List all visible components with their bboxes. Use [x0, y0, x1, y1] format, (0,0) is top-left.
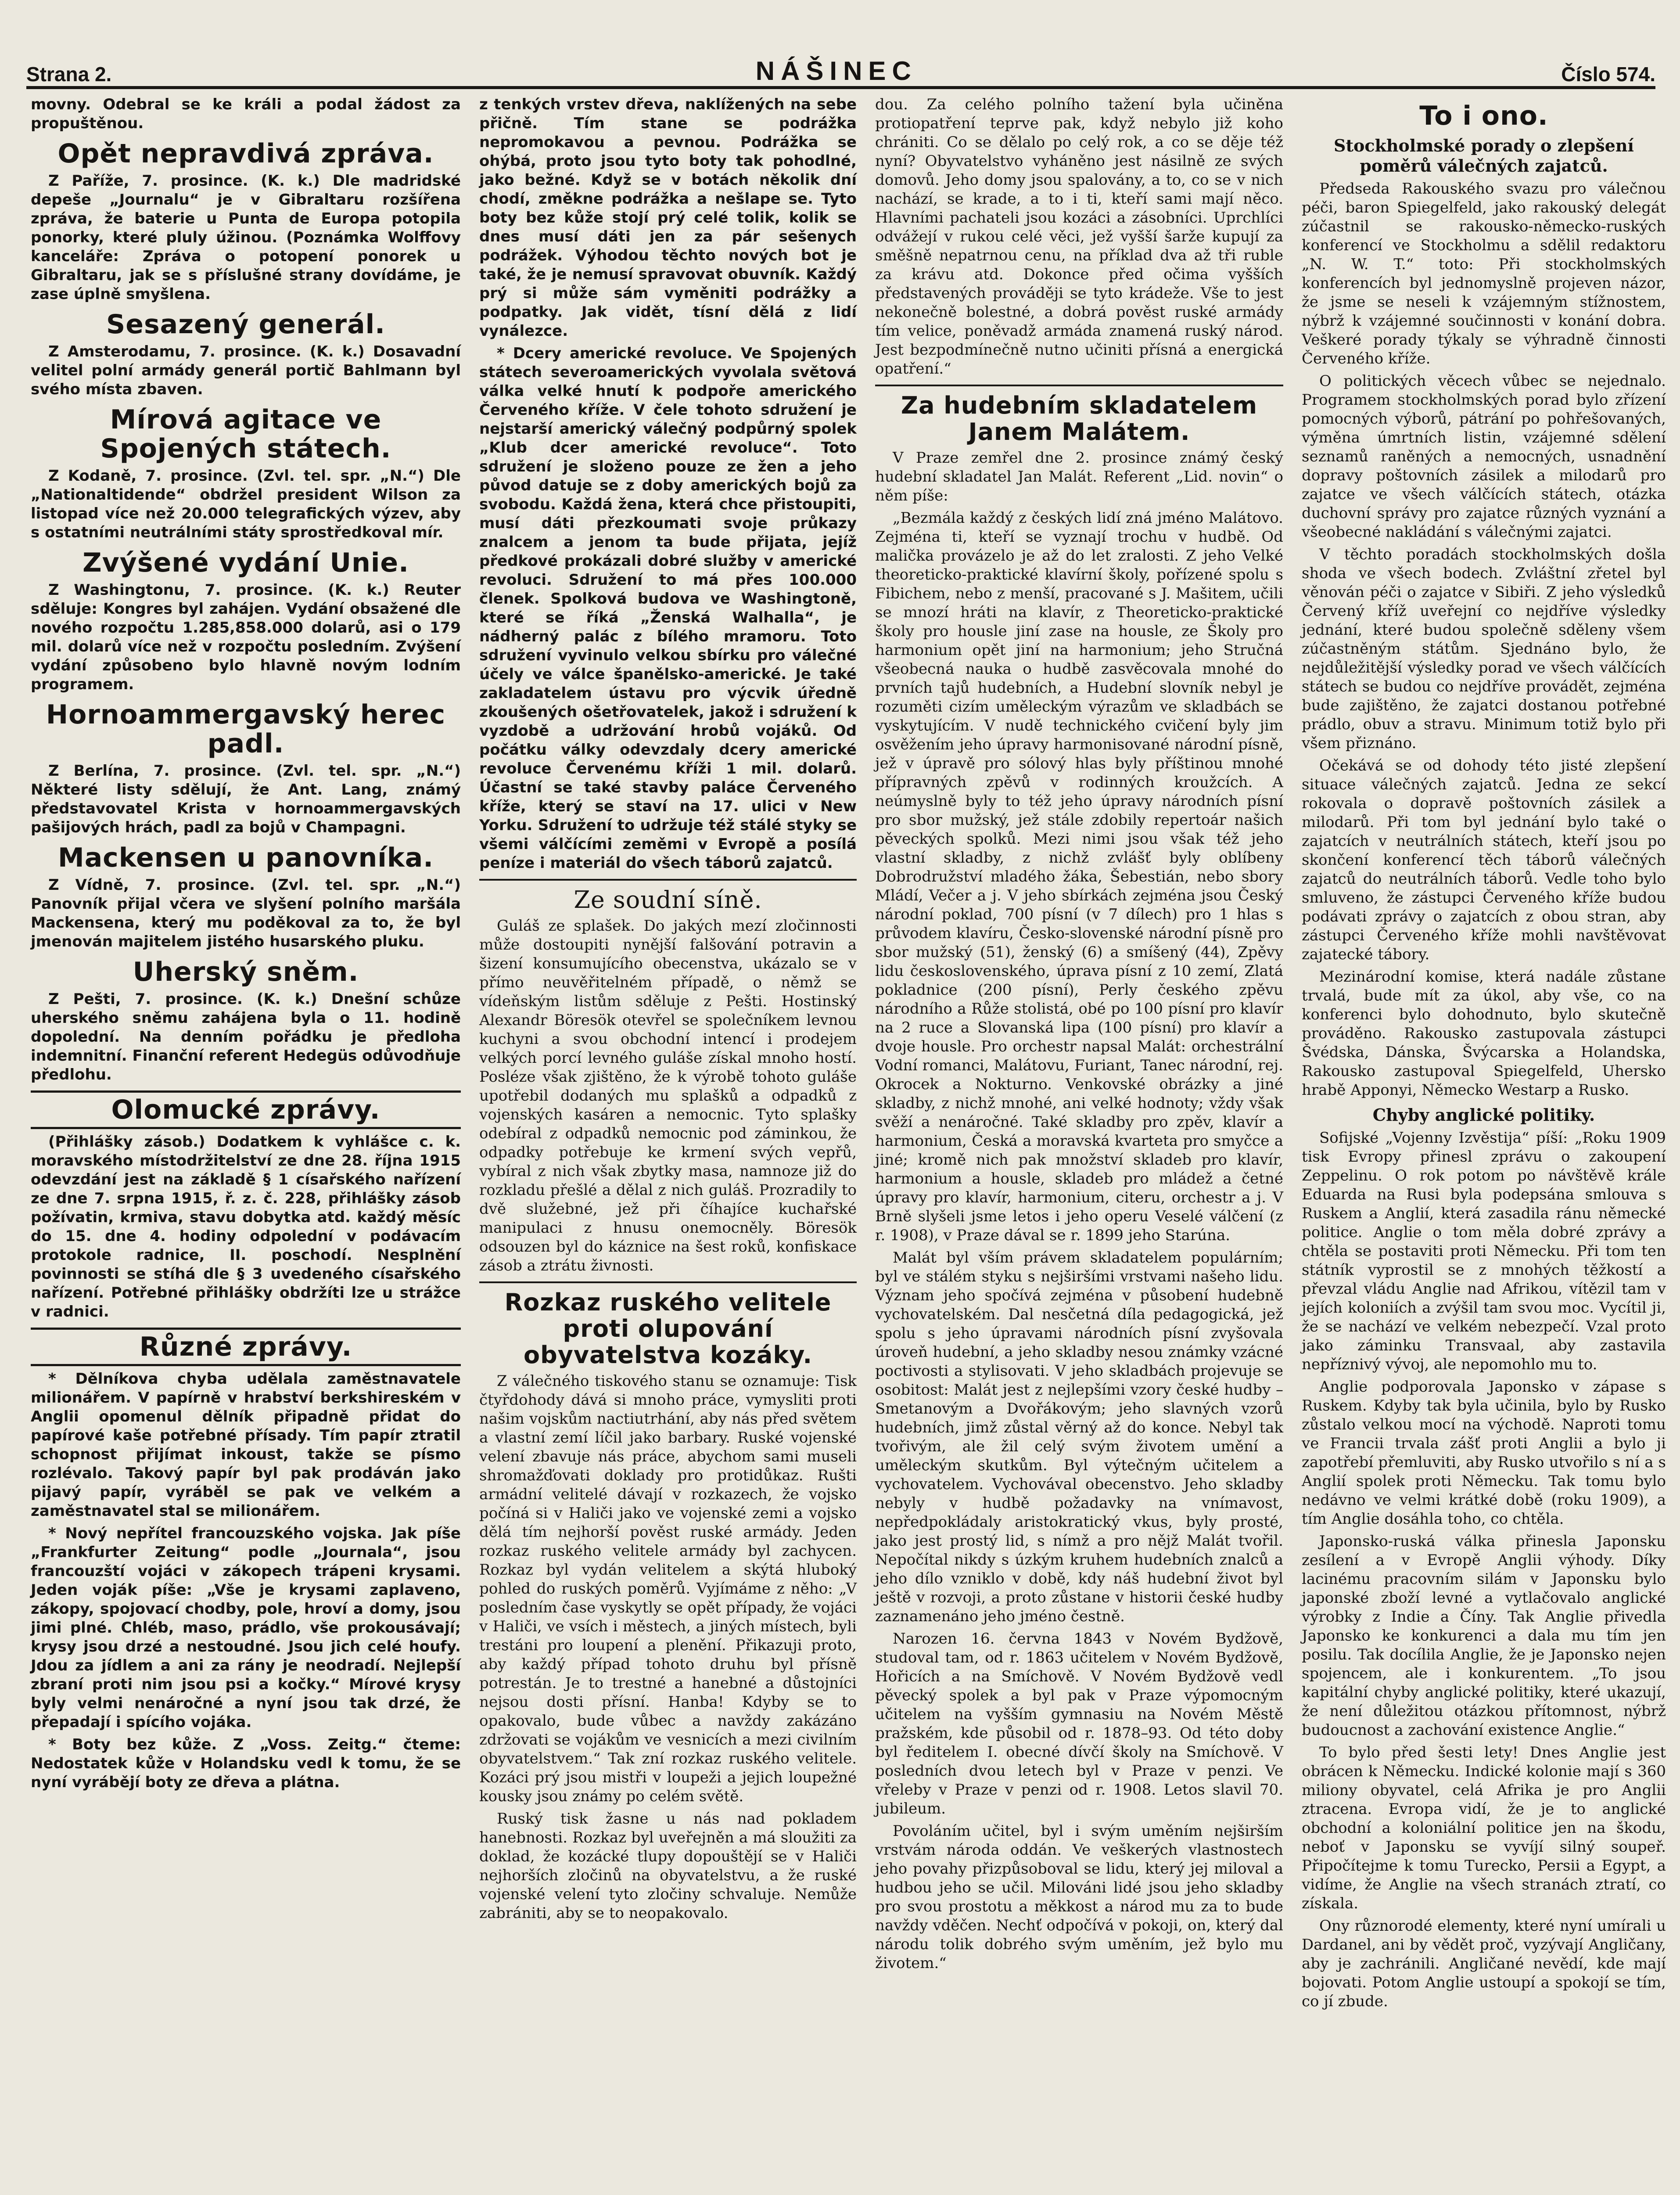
page-label: Strana 2. — [26, 63, 112, 86]
column-4 — [1297, 95, 1670, 2195]
article-text: Z Vídně, 7. prosince. (Zvl. tel. spr. „N.“) Panovník přijal včera ve slyšení polního maršála Mackensena, který mu poděkoval za to, že byl jmenován majitelem jistého husarského pluku. — [31, 876, 461, 950]
article-text: Očekává se od dohody této jisté zlepšení situace válečných zajatců. Jedna ze sekcí rokovala o dopravě poštovních zásilek a milodarů. Při tom byl jednání bylo také o zajatcích v neutrálních státech, kteří jsou po skončení konferencí těch táborů válečných zajatců do neutrálních táborů. Vedle toho bylo smluveno, že zástupci Červeného kříže budou podávati zprávy o zajatcích z obou stran, aby zástupci Červeného kříže mohli navštěvovat zajatecké tábory. — [1302, 757, 1666, 963]
article-text: Japonsko-ruská válka přinesla Japonsku zesílení a v Evropě Anglii výhody. Díky lacinému pracovním silám v Japonsku bylo japonské zboží levné a vytlačovalo anglické výrobky z Indie a Číny. Tak Anglie přivedla Japonsko ke konkurenci a dala mu tím jen posilu. Tak docílila Anglie, že je Japonsko nejen spojencem, ale i konkurentem. „To jsou kapitální chyby anglické politiky, které ukazují, že není důležitou otázkou přítomnost, nýbrž budoucnost a zachování existence Anglie.“ — [1302, 1533, 1666, 1739]
headline-ruzne-zpravy: Různé zprávy. — [31, 1328, 461, 1366]
column-3 — [871, 95, 1288, 2195]
article-text: Anglie podporovala Japonsko v zápase s Ruskem. Kdyby tak byla učinila, bylo by Rusko zůstalo velkou mocí na východě. Naproti tomu ve Francii trvala zášť proti Anglii a bylo ji zapotřebí přemluviti, aby Rusko utvořilo s ní a s Anglií spolek proti Německu. Tak tomu bylo nedávno ve velmi krátké době (roku 1909), a tím Anglie dosáhla toho, co chtěla. — [1302, 1378, 1666, 1528]
article-text: V Praze zemřel dne 2. prosince známý český hudební skladatel Jan Malát. Referent „Lid. novin“ o něm píše: — [875, 449, 1283, 504]
article-text: Povoláním učitel, byl i svým uměním nejširším vrstvám národa oddán. Ve veškerých vlastnostech jeho povahy přizpůsoboval se lidu, který jej miloval a hudbou jeho se učil. Milováni lidé jsou jeho skladby pro svou prostotu a měkkost a národ mu za to bude navždy vděčen. Nechť odpočívá v pokoji, on, který dal národu tolik dobrého svým uměním, jež bylo mu životem.“ — [875, 1822, 1283, 1972]
headline-jan-malat: Za hudebním skladatelem Janem Malátem. — [901, 392, 1258, 446]
article-text: * Dělníkova chyba udělala zaměstnavatele milionářem. V papírně v hrabství berkshireském v Anglii opomenul dělník připadně přidat do papírové kaše potřebné přísady. Tím papír ztratil schopnost přijímat inkoust, takže se písmo rozlévalo. Takový papír byl pak prodáván jako pijavý papír, vyráběl se pak ve velkém a zaměstnavatel stal se milionářem. — [31, 1370, 461, 1520]
article-text: Z Paříže, 7. prosince. (K. k.) Dle madridské depeše „Journalu“ je v Gibraltaru rozšířena zpráva, že baterie u Punta de Europa potopila ponorky, které pluly úžinou. (Poznámka Wolffovy kanceláře: Zpráva o potopení ponorek u Gibraltaru, jak se s příslušné strany dovídáme, je zase úplně smyšlena. — [31, 172, 461, 303]
subheadline-stockholmske-porady: Stockholmské porady o zlepšení poměrů válečných zajatců. — [1334, 136, 1634, 176]
headline-uhersky-snem: Uherský sněm. — [133, 957, 359, 987]
headline-sesazeny-general: Sesazený generál. — [106, 309, 385, 340]
article-text: „Bezmála každý z českých lidí zná jméno Malátovo. Zejména ti, kteří se vyznají trochu v hudbě. Od malička provázelo je až do let zralosti. Z jeho Velké theoreticko-praktické klavírní školy, pořízené spolu s Fibichem, nebo z menší, pracované s J. Mašitem, učili se mnozí hráti na klavír, z Theoreticko-praktické školy pro housle jiní zase na housle, ze Školy pro harmonium opět jiní na harmonium; jeho Stručná všeobecná nauka o hudbě zasvěcovala mnohé do prvních tajů hudebních, a Hudební slovník nebyl je rozuměti cizím uměleckým výrazům ve skladbách se vyskytujícím. V nudě technického cvičení byly jim osvěžením jeho úpravy harmonisované národní písně, jež v úpravě pro sólový hlas byly příštinou mnohé přípravných zpěvů v rodinných kroužcích. A neúmyslně byly to též jeho úpravy národních písní pro sbor mužský, jež stále zdobily repertoár našich pěveckých spolků. Mezi nimi jsou však též jeho vlastní skladby, z nichž zvlášť byly oblíbeny Dobrodružství mladého žáka, Šebestián, nebo sbory Mládí, Večer a j. V jeho sbírkách zejména jsou Český národní poklad, 700 písní (v 7 dílech) pro 1 hlas s průvodem klavíru, Česko-slovenské národní písně pro sbor mužský (51), ženský (6) a smíšený (44), Zpěvy lidu československého, úprava písní z 10 zemí, Zlatá pokladnice (200 písní), Perly českého zpěvu národního a Růže stolistá, obé po 100 písní pro klavír na 2 ruce a Slovanská lipa (100 písní) pro klavír a dvoje housle. Pro orchestr napsal Malát: orchestrální Vodní romanci, Malátovu, Furiant, Tanec národní, rej. Okrocek a Nokturno. Venkovské obrázky a jiné skladby, z nichž mnohé, ani velké hodnoty; vždy však svěží a nenáročné. Také skladby pro zpěv, klavír a harmonium, Česká a moravská kvarteta pro smyčce a jiné; kromě nich pak množství skladeb pro klavír, harmonium a housle, skladeb pro mládež a četné úpravy pro klavír, harmonium, citeru, orchestr a j. V Brně slyšeli jsme letos i jeho operu Veselé válčení (z r. 1908), v Praze dával se r. 1899 jeho Starúna. — [875, 509, 1283, 1244]
column-2 — [475, 95, 861, 2195]
running-head — [26, 11, 1655, 89]
article-text: Z Washingtonu, 7. prosince. (K. k.) Reuter sděluje: Kongres byl zahájen. Vydání obsažené dle nového rozpočtu 1.285,858.000 dolarů, asi o 179 mil. dolarů více než v rozpočtu posledním. Zvýšení vydání způsobeno bylo hlavně novým lodním programem. — [31, 581, 461, 693]
article-text: O politických věcech vůbec se nejednalo. Programem stockholmských porad bylo zřízení pomocných výborů, pátrání po pohřešovaných, výměna úmrtních listin, vzájemné sdělení seznamů raněných a nemocných, usnadnění dopravy poštovních zásilek a milodarů pro zajatce ve všech válčících státech, otázka duchovní správy pro zajatce různých vyznání a všeobecné nakládání s válečnými zajatci. — [1302, 372, 1666, 541]
article-text: dou. Za celého polního tažení byla učiněna protiopatření teprve pak, když nebylo již koho chrániti. Co se dělalo po celý rok, a co se děje též nyní? Obyvatelstvo vyháněno jest násilně ze svých domovů. Jeho domy jsou spalovány, a to, co se v nich nachází, se krade, a to i ti, kteří sami mají něco. Hlavními pachateli jsou kozáci a zásobníci. Uprchlíci odvážejí v rukou celé věci, jež vyšší šarže kupují za směšně nepatrnou cenu, na příklad dva až tři ruble za krávu atd. Dokonce před očima vyšších představených prováději se tyto krádeže. Vše to jest nekonečně bolestné, a dobrá pověst ruské armády tím velice, poněvadž armáda znamená ruský národ. Jest bezpodmínečně nutno učiniti přísná a energická opatření.“ — [875, 96, 1283, 378]
article-text: Narozen 16. června 1843 v Novém Bydžově, studoval tam, od r. 1863 učitelem v Novém Bydžově, Hořicích a na Smíchově. V Novém Bydžově vedl pěvecký spolek a byl pak v Praze výpomocným učitelem na vyšším gymnasiu na Novém Městě pražském, kde působil od r. 1878–93. Od této doby byl ředitelem I. obecné dívčí školy na Smíchově. V posledních dvou letech byl v Praze v penzi. Ve vřeleby v Praze v penzi od r. 1908. Letos slavil 70. jubileum. — [875, 1630, 1283, 1817]
headline-hornoammergavsky-herec: Hornoammergavský herec padl. — [46, 699, 446, 759]
article-text: * Nový nepřítel francouzského vojska. Jak píše „Frankfurter Zeitung“ podle „Journala“, jsou francouzští vojáci v zákopech trápeni krysami. Jeden voják píše: „Vše je krysami zaplaveno, zákopy, spojovací chodby, pole, hroví a domy, jsou jimi plné. Chléb, maso, prádlo, vše prokousávají; krysy jsou drzé a nestoudné. Jsou jich celé houfy. Jdou za jídlem a ani za rány je neodradí. Nejlepší zbraní proti nim jsou psi a kočky.“ Mírové krysy byly velmi nenáročné a nyní jsou tak drzé, že přepadají i spícího vojáka. — [31, 1525, 461, 1731]
divider — [479, 879, 857, 881]
article-text: * Dcery americké revoluce. Ve Spojených státech severoamerických vyvolala světová válka velké hnutí k podpoře amerického Červeného kříže. V čele tohoto sdružení je nejstarší americký válečný podpůrný spolek „Klub dcer americké revoluce“. Toto sdružení je složeno pouze ze žen a jeho původ datuje se z doby amerických bojů za svobodu. Každá žena, která chce přistoupiti, musí dáti přezkoumati svoje průkazy znalcem a jenom ta bude přijata, jejíž předkové prokázali dobré služby v americké revoluci. Sdružení to má přes 100.000 členek. Spolková budova ve Washingtoně, které se říká „Ženská Walhalla“, je nádherný palác z bílého mramoru. Toto sdružení vyvinulo velkou sbírku pro válečné účely ve válce španělsko-americké. Je také zakladatelem ústavu pro výcvik úředně zkoušených ošetřovatelek, jakož i sdružení k vyzdobě a udržování hrobů vojáků. Od počátku války odevzdaly dcery americké revoluce Červenému kříži 1 mil. dolarů. Účastní se také stavby paláce Červeného kříže, který se staví na 17. ulici v New Yorku. Sdružení to udržuje též stálé styky se všemi válčícími zeměmi v Evropě a posílá peníze i materiál do všech táborů zajatců. — [479, 345, 857, 872]
article-text: Guláš ze splašek. Do jakých mezí zločinnosti může dostoupiti nynější falšování potravin a šizení konsumujícího obecenstva, ukázalo se v přímo neuvěřitelném případě, o němž se vídeňským listům sděluje z Pešti. Hostinský Alexandr Böresök otevřel se společníkem levnou kuchyni a svou obchodní intencí i prodejem velkých porcí levného guláše získal mnoho hostí. Posléze však zjištěno, že k výrobě tohoto guláše upotřebil dodaných mu splašků a odpadků z vojenských kasáren a nemocnic. Tyto splašky odebíral z odpadků nemocnic pod záminkou, že odpadky potřebuje ke krmení svých vepřů, vybíral z nich však zbytky masa, namnoze již do rozkladu přešlé a dělal z nich guláš. Prozradily to dvě služebné, jež při číhajíce kuchařské manipulaci z hnusu onemocněly. Böresök odsouzen byl do káznice na šest roků, konfiskace zásob a ztrátu živnosti. — [479, 917, 857, 1274]
divider — [479, 1281, 857, 1283]
article-text: Malát byl vším právem skladatelem populárním; byl ve stálém styku s nejširšími vrstvami našeho lidu. Význam jeho spočívá zejména v působení hudebně vychovatelském. Dal nesčetná díla pedagogická, jež spolu s jeho úpravami národních písní zvyšovala úroveň hudební, a jeho skladby nesou známky vzácné poctivosti a stylisovati. V jeho skladbách projevuje se osobitost: Malát jest z nejlepšími vzory české hudby – Smetanovým a Dvořákovým; jeho slavných vzorů hudebních, jimž zůstal věrný až do konce. Nebyl tak tvořivým, ale žil celý svým životem umění a uměleckým skutkům. Byl výtečným učitelem a vychovatelem. Vychovával obecenstvo. Jeho skladby nebyly v hudbě požadavky na vnímavost, nepředpokládaly aristokratický vkus, byly prosté, jako jest prostý lid, s nímž a pro nějž Malát tvořil. Nepočítal nikdy s úzkým kruhem hudebních znalců a jeho dílo vzniklo v době, kdy náš hudební život byl ještě v rozvoji, a proto zůstane v historii české hudby zaznamenáno jeho jméno čestně. — [875, 1249, 1283, 1625]
headline-to-i-ono: To i ono. — [1419, 101, 1548, 131]
column-1 — [26, 95, 465, 2195]
article-text: To bylo před šesti lety! Dnes Anglie jest obrácen k Německu. Indické kolonie mají s 360 miliony obyvatel, celá Afrika je pro Anglii ztracena. Evropa vidí, že je to anglické obchodní a koloniální politice jen na škodu, neboť v Japonsku se vyvíjí silný soupeř. Připočítejme k tomu Turecko, Persii a Egypt, a vidíme, že Anglie na všech stranách ztratí, co získala. — [1302, 1744, 1666, 1912]
headline-zvysene-vydani-unie: Zvýšené vydání Unie. — [83, 547, 409, 578]
article-text: * Boty bez kůže. Z „Voss. Zeitg.“ čteme: Nedostatek kůže v Holandsku vedl k tomu, že se nyní vyrábějí boty ze dřeva a plátna. — [31, 1736, 461, 1791]
headline-mirova-agitace: Mírová agitace ve Spojených státech. — [100, 404, 391, 464]
article-text: Z Pešti, 7. prosince. (K. k.) Dnešní schůze uherského sněmu zahájena byla o 11. hodině dopolední. Na denním pořádku je předloha indemnitní. Finanční referent Hedegüs odůvodňuje předlohu. — [31, 990, 461, 1083]
article-text: z tenkých vrstev dřeva, naklížených na sebe přičně. Tím stane se podrážka nepromokavou a pevnou. Podrážka se ohýbá, proto jsou tyto boty tak pohodlné, jako bežné. Když se v botách několik dní chodí, změkne podrážka a nešlape se. Tyto boty bez kůže stojí prý celé tolik, kolik se dnes musí dáti jen za pár sešenych podrážek. Výhodou těchto nových bot je také, že je nemusí spravovat obuvník. Každý prý si může sám vyměniti podrážky a podpatky. Jak vidět, tísní dělá z lidí vynálezce. — [479, 96, 857, 340]
article-text: V těchto poradách stockholmských došla shoda ve všech bodech. Zvláštní zřetel byl věnován péči o zajatce v Sibiři. Z jeho výsledků Červený kříž uveřejní co nejdříve výsledky jednání, které budou společně sděleny všem zúčastněným státům. Sjednáno bylo, že nejdůležitější výsledky porad ve všech válčících státech se budou co nejdříve provádět, zejména bude zajištěno, že zajatci dostanou potřebné prádlo, obuv a stravu. Minimum totiž bylo při všem přiznáno. — [1302, 546, 1666, 752]
issue-number: Číslo 574. — [1561, 63, 1655, 86]
article-text: Z Berlína, 7. prosince. (Zvl. tel. spr. „N.“) Některé listy sdělují, že Ant. Lang, známý představovatel Krista v hornoammergavských pašijových hrách, padl za bojů v Champagni. — [31, 762, 461, 836]
article-text: Z válečného tiskového stanu se oznamuje: Tisk čtyřdohody dává si mnoho práce, vymysliti proti našim vojskům nactiutrhání, aby nás před světem a vlastní zemí líčil jako barbary. Ruské vojenské velení zbavuje nás práce, abychom sami museli shromažďovati doklady pro protidůkaz. Rušti armádní velitelé dávají v rozkazech, že vojsko počíná si v Haliči jako ve vojenské zemi a vojsko dělá tím nejhorší pověst ruské armády. Jeden rozkaz ruského velitele armády byl zachycen. Rozkaz byl vydán velitelem a skýtá hluboký pohled do ruských poměrů. Vyjímáme z něho: „V posledním čase vyskytly se opět případy, že vojáci v Haliči, ve vsích i městech, a jiných místech, byli trestáni pro loupení a plenění. Přikazuji proto, aby každý případ tohoto druhu byl přísně potrestán. Je to trestné a hanebné a důstojníci nejsou dosti přísní. Hanba! Kdyby se to opakovalo, bude vůbec a navždy zakázáno zdržovati se vojákům ve vesnicích a mezi civilním obyvatelstvem.“ Tak zní rozkaz ruského velitele. Kozáci prý jsou mistři v loupeži a jejich loupežné kousky jsou známy po celém světě. — [479, 1372, 857, 1805]
subheadline-chyby-anglicke-politiky: Chyby anglické politiky. — [1372, 1105, 1595, 1125]
article-text: (Přihlášky zásob.) Dodatkem k vyhlášce c. k. moravského místodržitelství ze dne 28. října 1915 odevzdání jest na základě § 1 císařského nařízení ze dne 7. srpna 1915, ř. z. č. 228, přihlášky zásob požívatin, krmiva, stavu dobytka atd. každý měsíc do 15. dne 4. hodiny odpolední v podávacím protokole radnice, II. poschodí. Nesplnění povinnosti se stíhá dle § 3 uvedeného císařského nařízení. Potřebné přihlášky obdržíti lze u strážce v radnici. — [31, 1133, 461, 1321]
article-text: Sofijské „Vojenny Izvěstija“ píší: „Roku 1909 tisk Evropy přinesl zprávu o zakoupení Zeppelinu. O rok potom po návštěvě krále Eduarda na Rusi byla podepsána smlouva s Ruskem a Anglií, která zasadila ránu německé politice. Anglie o tom měla dobré zprávy a chtěla se postaviti proti Německu. Při tom ten státník vyprostil se z mnohých těžkostí a převzal vládu Anglie nad Afrikou, vítězil tam v jejích koloniích a zvýšil tam svou moc. Vycítil ji, že se nachází ve velkém nebezpečí. Vzal proto jako záminku Transvaal, aby zastavila nepříznivý vývoj, ale nepomohlo mu to. — [1302, 1129, 1666, 1373]
masthead: NÁŠINEC — [755, 56, 917, 86]
headline-mackensen: Mackensen u panovníka. — [57, 842, 434, 873]
headline-ze-soudni-sine: Ze soudní síně. — [574, 886, 762, 914]
article-text: Ony různorodé elementy, které nyní umírali u Dardanel, ani by vědět proč, vyzývají Angličany, aby je zachránili. Angličané nevědí, kde mají bojovati. Potom Anglie ustoupí a spokojí se tím, co jí zbude. — [1302, 1917, 1666, 2010]
article-text: Z Amsterodamu, 7. prosince. (K. k.) Dosavadní velitel polní armády generál portič Bahlmann byl svého místa zbaven. — [31, 343, 461, 398]
headline-rozkaz-ruskeho-velitele: Rozkaz ruského velitele proti olupování obyvatelstva kozáky. — [504, 1288, 832, 1369]
article-text: Předseda Rakouského svazu pro válečnou péči, baron Spiegelfeld, jako rakouský delegát zúčastnil se rakousko-německo-ruských konferencí ve Stockholmu a sdělil redaktoru „N. W. T.“ toto: Při stockholmských konferencích byl jednomyslně projeven názor, že jsme se neseli k vzájemným stížnostem, nýbrž k vzájemné součinnosti v konání dobra. Veškeré porady týkaly se výhradně činnosti Červeného kříže. — [1302, 180, 1666, 367]
headline-olomucke-zpravy: Olomucké zprávy. — [31, 1090, 461, 1129]
article-columns — [26, 95, 1666, 2195]
article-text: Mezinárodní komise, která nadále zůstane trvalá, bude mít za úkol, aby vše, co na konferenci bylo dohodnuto, bylo skutečně prováděno. Rakousko zastupovala zástupci Švédska, Dánska, Švýcarska a Holandska, Rakousko zastupoval Spiegelfeld, Uhersko hrabě Apponyi, Německo Westarp a Rusko. — [1302, 968, 1666, 1099]
column-1-intro: movny. Odebral se ke králi a podal žádost za propuštěnou. — [31, 96, 461, 132]
headline-opet-nepravdiva-zprava: Opět nepravdivá zpráva. — [57, 138, 434, 169]
article-text: Ruský tisk žasne u nás nad pokladem hanebnosti. Rozkaz byl uveřejněn a má sloužiti za doklad, že kozácké tlupy dopouštějí se v Haliči nejhorších zločinů na obyvatelstvu, a že ruské vojenské velení tyto zločiny schvaluje. Nemůže zabrániti, aby se to neopakovalo. — [479, 1810, 857, 1922]
article-text: Z Kodaně, 7. prosince. (Zvl. tel. spr. „N.“) Dle „Nationaltidende“ obdržel president Wilson za listopad více než 20.000 telegrafických výzev, aby s ostatními neutrálními státy sprostředkoval mír. — [31, 467, 461, 541]
divider — [875, 385, 1283, 386]
